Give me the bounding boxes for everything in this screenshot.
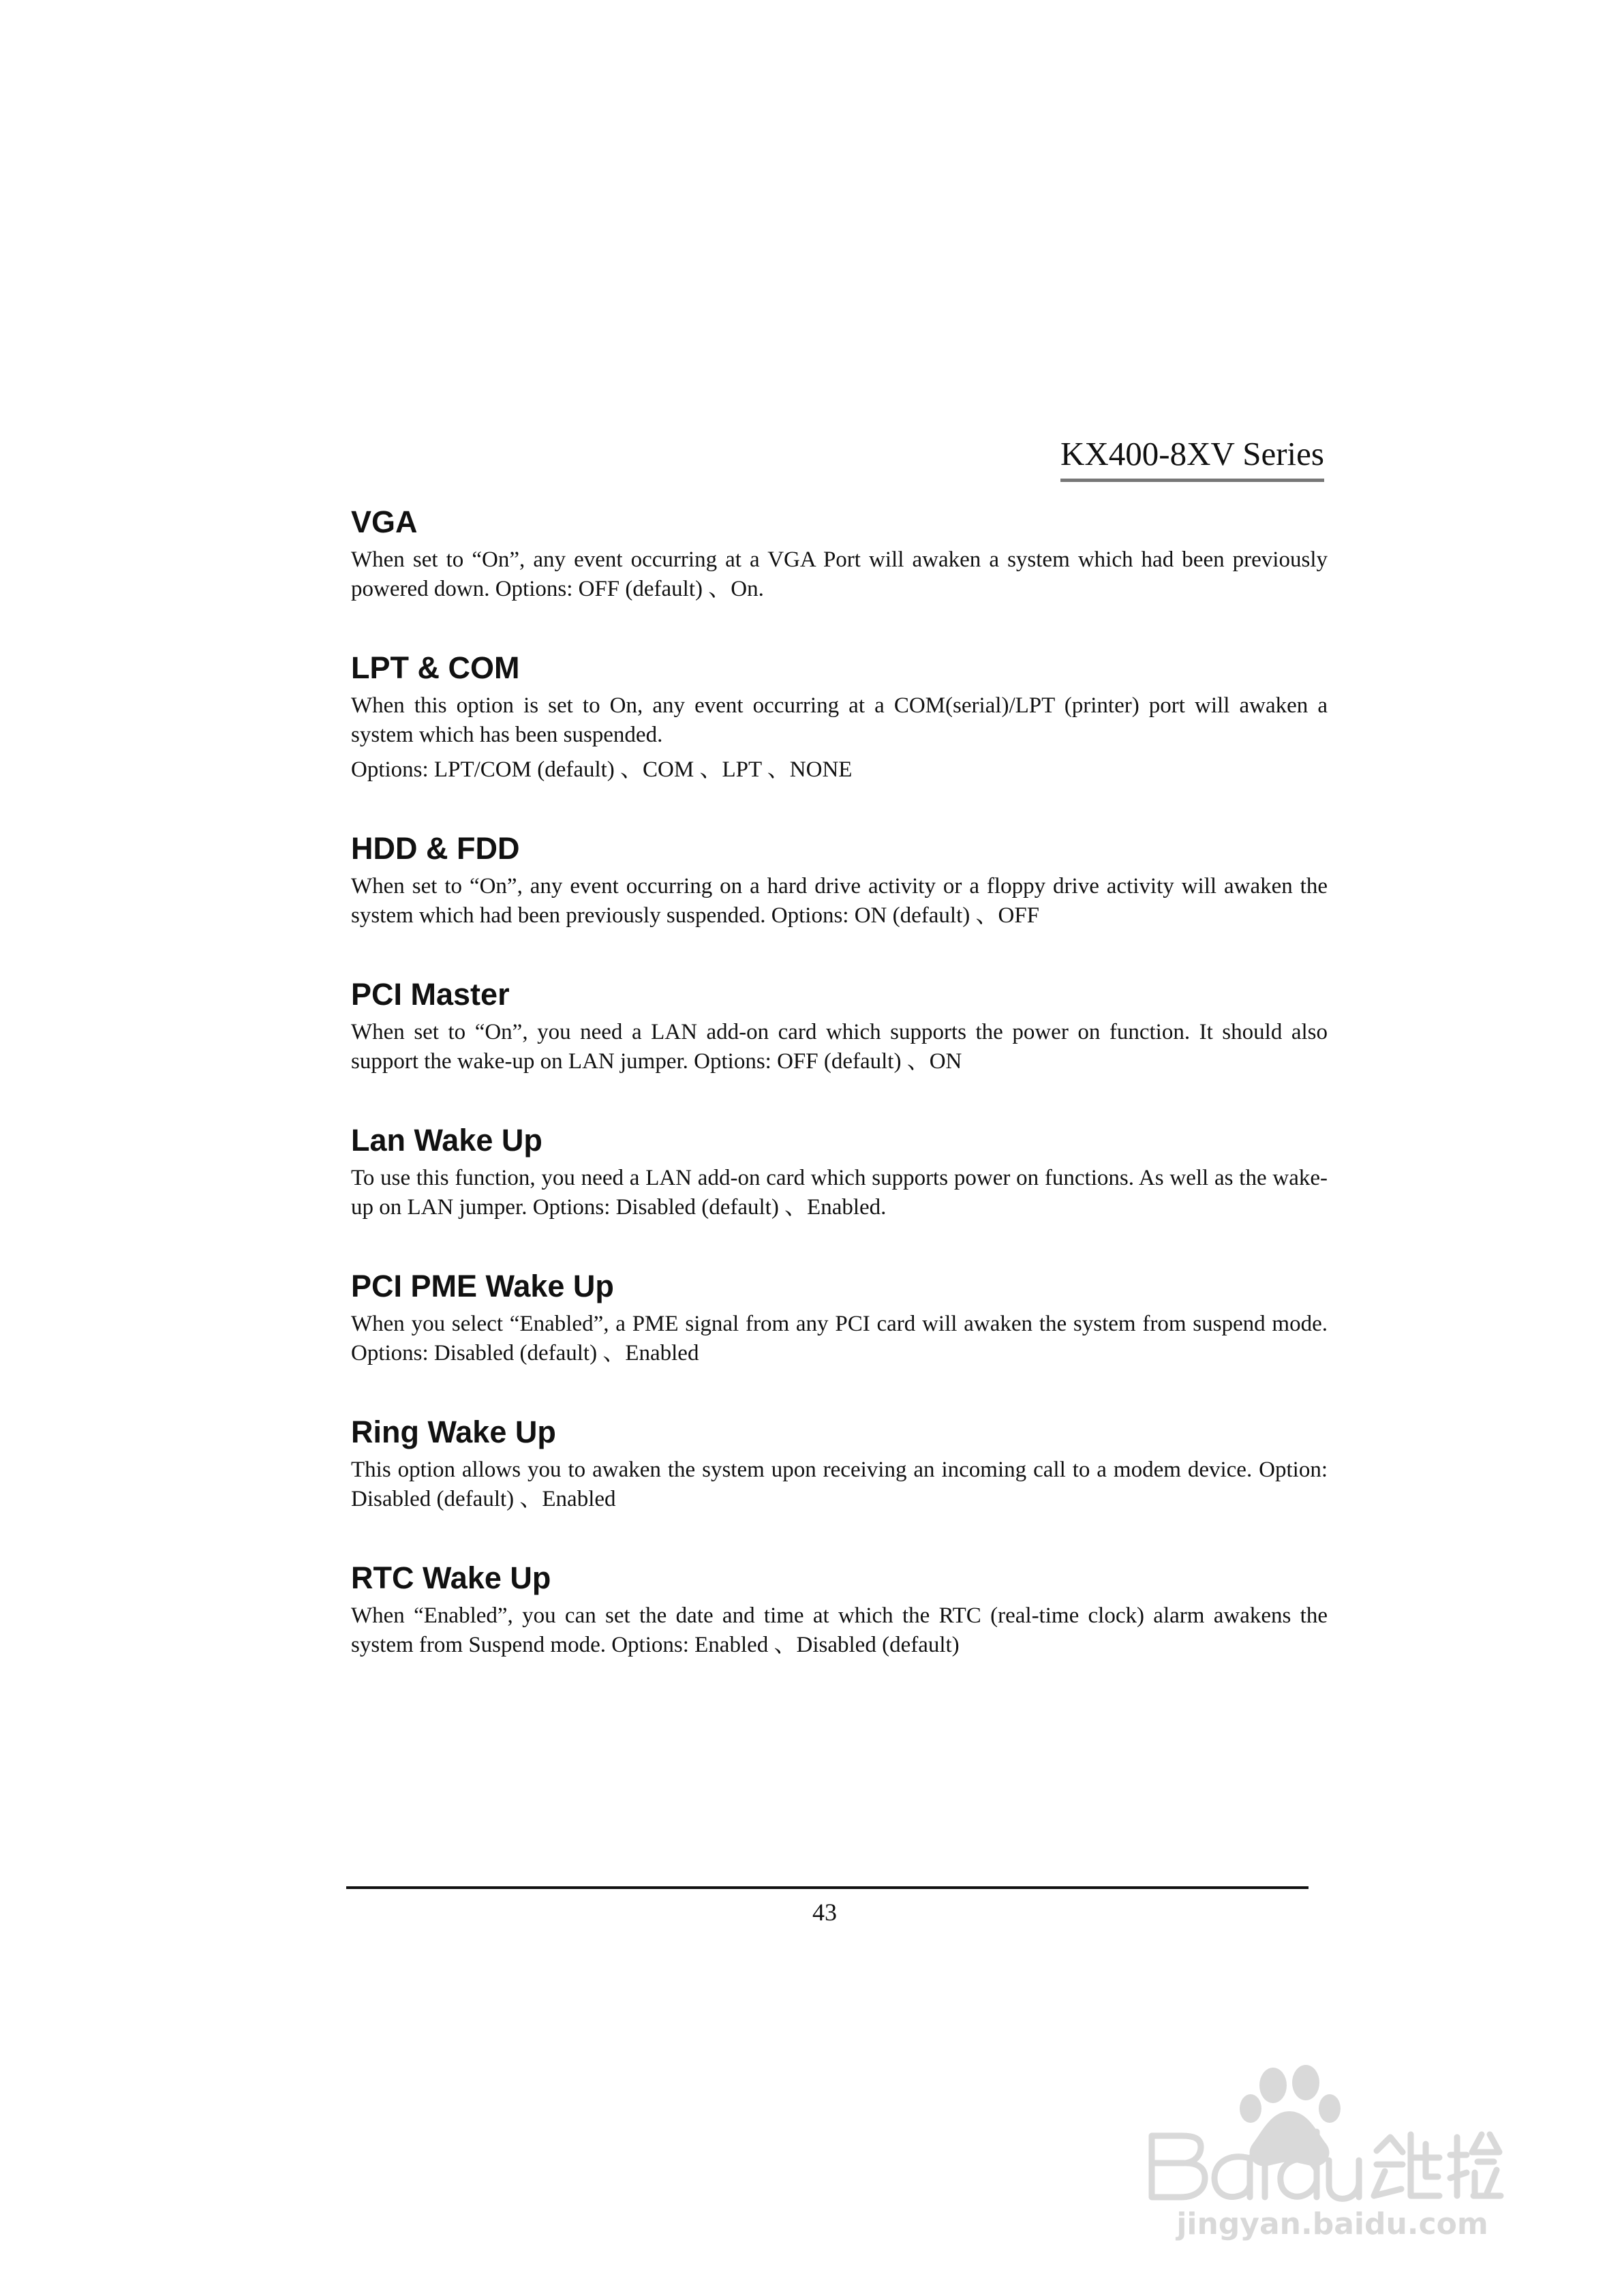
section-title: LPT & COM (351, 650, 520, 685)
section-title: VGA (351, 504, 418, 539)
section-paragraph: Options: LPT/COM (default) 、COM 、LPT 、NONE (351, 757, 853, 782)
content-area (351, 503, 1328, 1705)
section-paragraph: When “Enabled”, you can set the date and time at which the RTC (real-time clock) alarm awakens the system from Suspend mode. Options: Enabled 、Disabled (default) (351, 1603, 1328, 1657)
section-title: Ring Wake Up (351, 1415, 556, 1449)
section-title: PCI PME Wake Up (351, 1269, 614, 1303)
section-lpt-com (351, 649, 1328, 785)
watermark-site-text: jingyan.baidu.com (1176, 2207, 1488, 2241)
section-vga (351, 503, 1328, 604)
section-lan-wake-up (351, 1121, 1328, 1222)
section-paragraph: When set to “On”, any event occurring at a VGA Port will awaken a system which had been previously powered down. Options: OFF (default) 、On. (351, 547, 1328, 601)
section-paragraph: To use this function, you need a LAN add-on card which supports power on functions. As well as the wake-up on LAN jumper. Options: Disabled (default) 、Enabled. (351, 1166, 1328, 1220)
series-header: KX400-8XV Series (1060, 434, 1324, 482)
page-number: 43 (812, 1899, 837, 1926)
paw-icon (1240, 2065, 1341, 2166)
footer-rule (346, 1886, 1309, 1889)
section-title: HDD & FDD (351, 831, 520, 866)
section-pci-pme-wake-up (351, 1267, 1328, 1368)
section-title: RTC Wake Up (351, 1560, 551, 1595)
section-paragraph: This option allows you to awaken the system upon receiving an incoming call to a modem device. Option: Disabled (default) 、Enabled (351, 1457, 1328, 1511)
section-title: PCI Master (351, 977, 510, 1012)
section-paragraph: When you select “Enabled”, a PME signal from any PCI card will awaken the system from suspend mode. Options: Disabled (default) 、Enabled (351, 1312, 1328, 1365)
section-paragraph: When this option is set to On, any event occurring at a COM(serial)/LPT (printer) port will awaken a system which has been suspended. (351, 693, 1328, 747)
section-ring-wake-up (351, 1413, 1328, 1514)
section-paragraph: When set to “On”, you need a LAN add-on card which supports the power on function. It should also support the wake-up on LAN jumper. Options: OFF (default) 、ON (351, 1020, 1328, 1074)
section-rtc-wake-up (351, 1559, 1328, 1660)
section-hdd-fdd (351, 830, 1328, 931)
watermark-brand-text (1152, 2132, 1501, 2199)
section-title: Lan Wake Up (351, 1123, 542, 1158)
baidu-jingyan-watermark-logo (1131, 2055, 1533, 2246)
section-pci-master (351, 976, 1328, 1076)
section-paragraph: When set to “On”, any event occurring on a hard drive activity or a floppy drive activity will awaken the system which had been previously suspended. Options: ON (default) 、OFF (351, 874, 1328, 928)
